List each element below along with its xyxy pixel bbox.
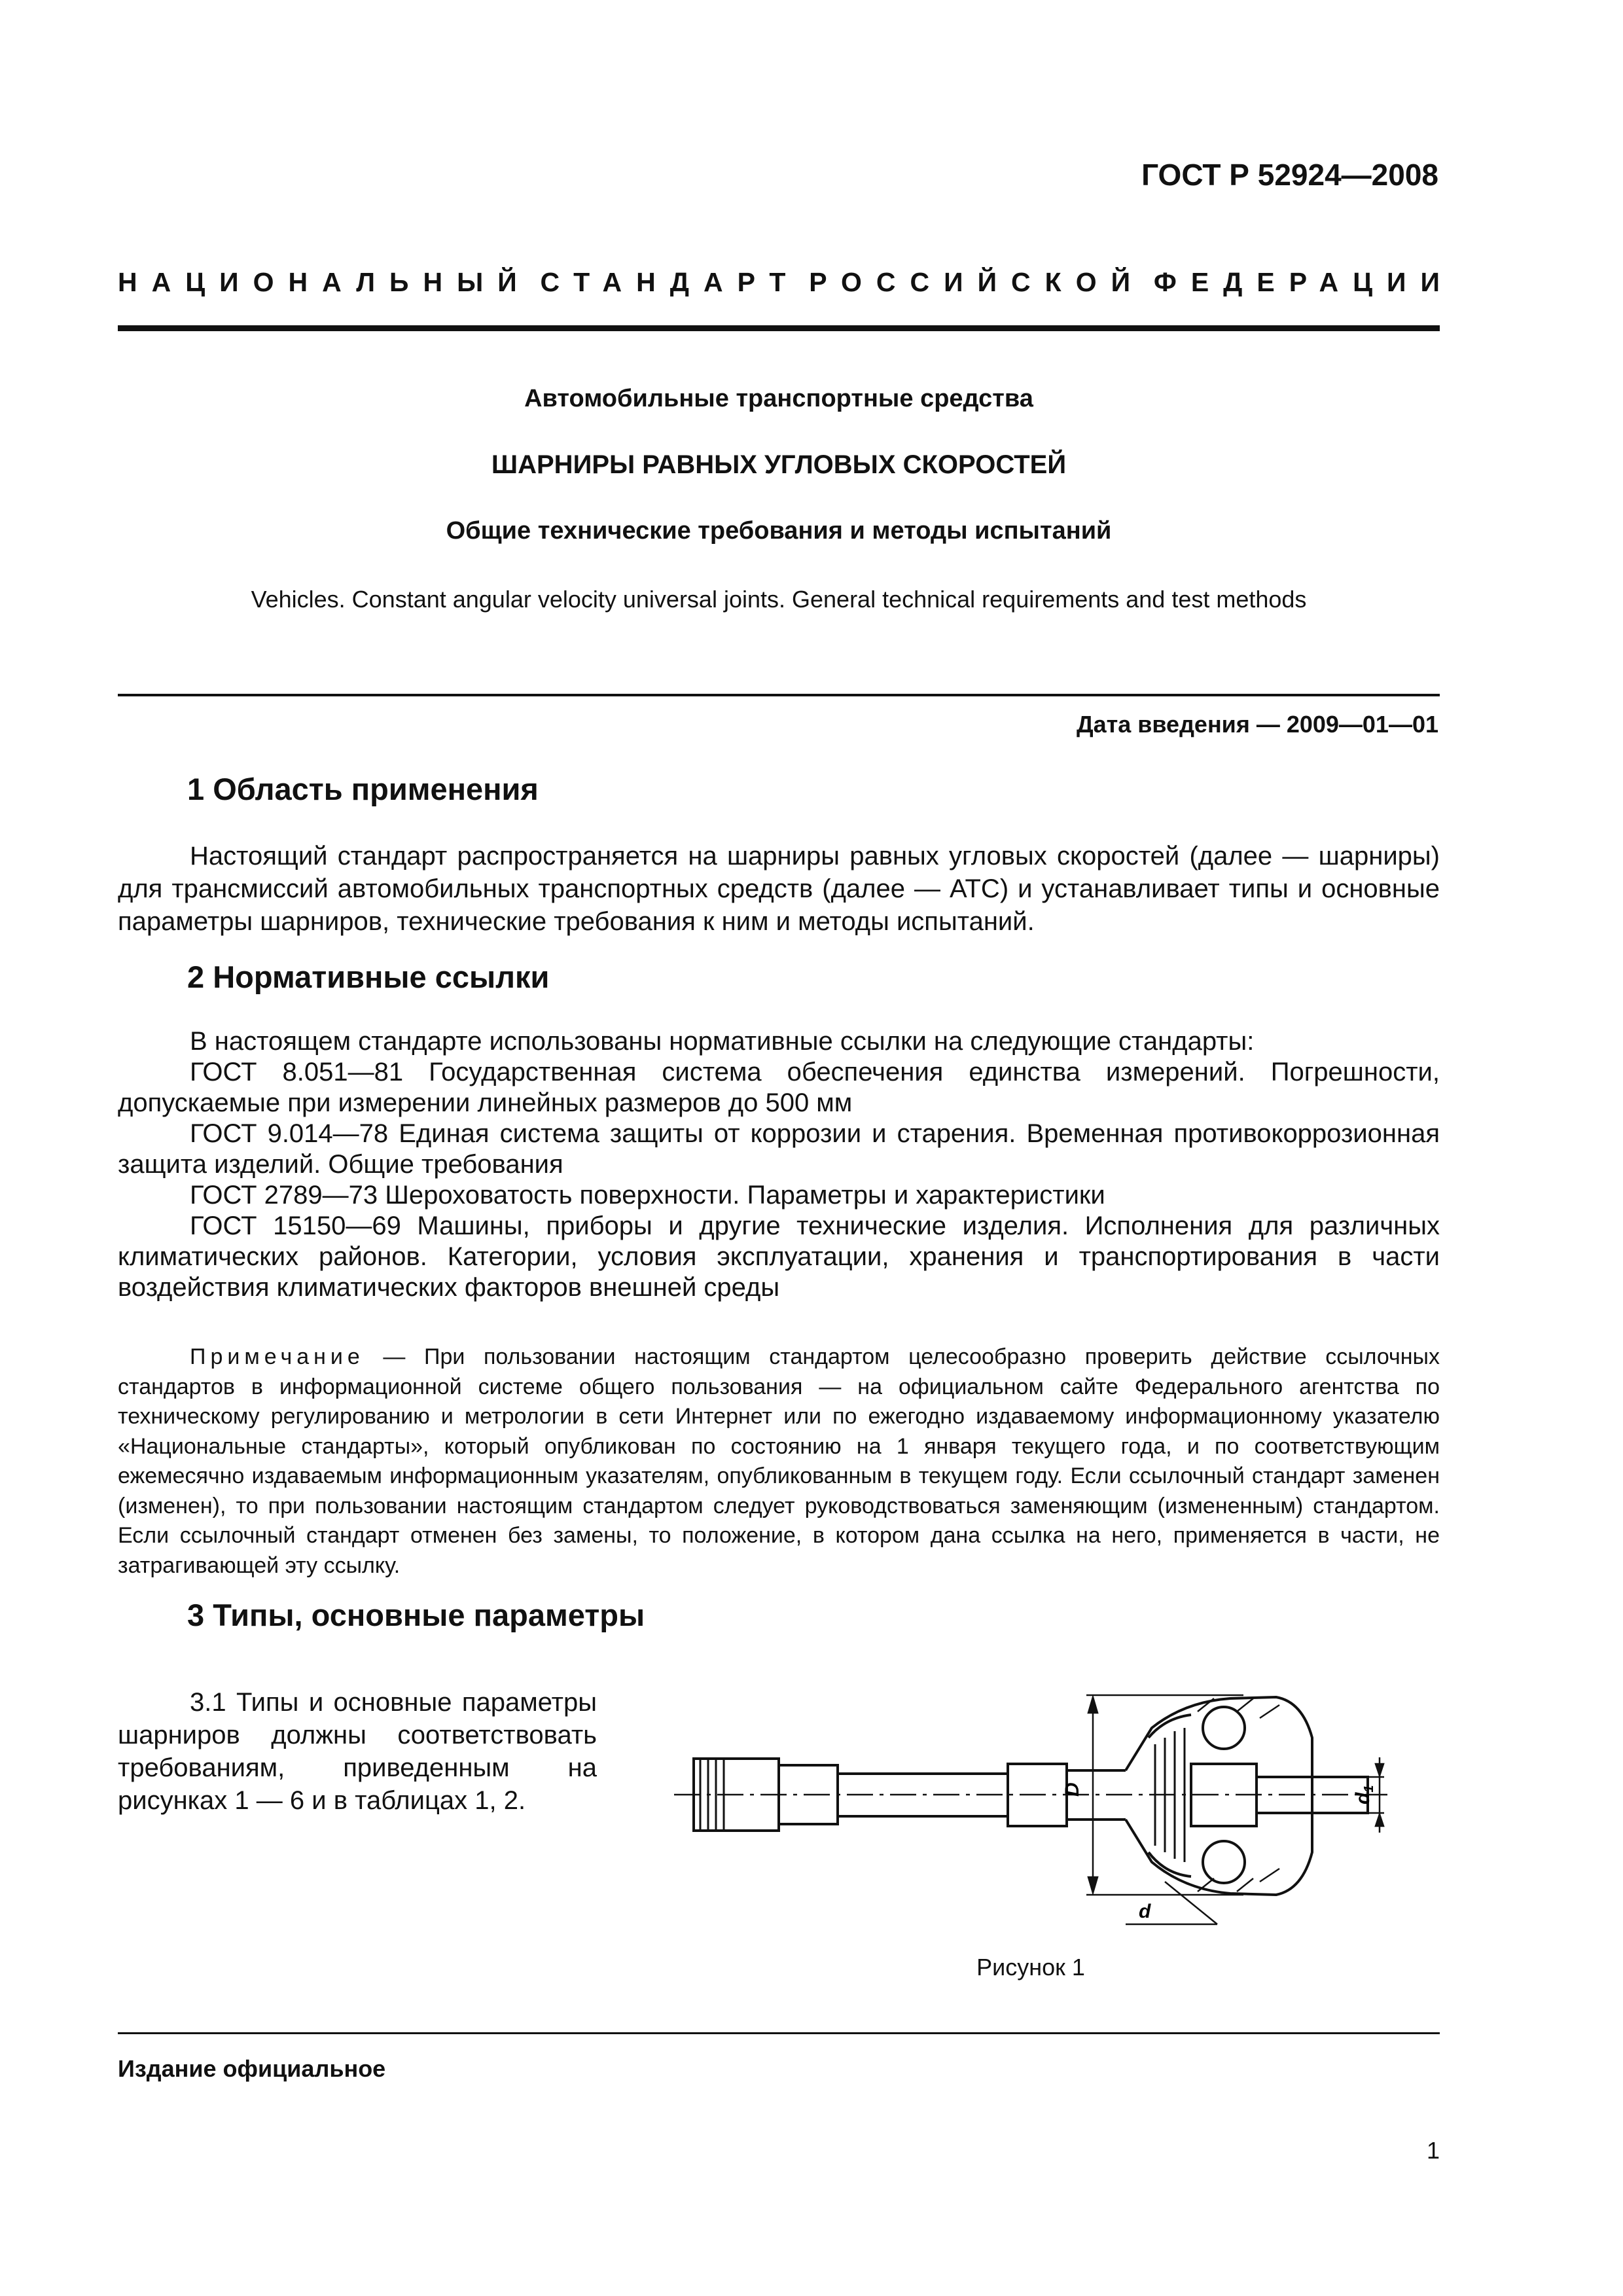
- label-D: D: [1061, 1782, 1083, 1797]
- list-item: ГОСТ 8.051—81 Государственная система обеспечения единства измерений. Погрешности, допускаемые при измерении линейных размеров до 500 мм: [118, 1058, 1440, 1117]
- joint-housing: [1126, 1697, 1312, 1895]
- standard-code: ГОСТ Р 52924—2008: [1141, 158, 1438, 192]
- section-1-heading: 1 Область применения: [187, 772, 539, 806]
- arrow: [1088, 1697, 1097, 1713]
- label-d1: [1352, 1785, 1376, 1804]
- section-2-heading: 2 Нормативные ссылки: [187, 960, 550, 994]
- title-divider: [118, 694, 1440, 696]
- list-item: ГОСТ 9.014—78 Единая система защиты от коррозии и старения. Временная противокоррозионная защита изделий. Общие требования: [118, 1119, 1440, 1179]
- list-item: ГОСТ 2789—73 Шероховатость поверхности. Параметры и характеристики: [190, 1181, 1105, 1210]
- note: [118, 1342, 1440, 1581]
- list-item: ГОСТ 15150—69 Машины, приборы и другие технические изделия. Исполнения для различных климатических районов. Категории, условия эксплуатации, хранения и транспортирования в части воздействия климатических факторов внешней среды: [118, 1211, 1440, 1302]
- normative-references-list: [118, 1026, 1440, 1303]
- banner-word: СТАНДАРТ: [540, 267, 800, 297]
- title-english: Vehicles. Constant angular velocity universal joints. General technical requirements and test methods: [251, 586, 1307, 613]
- list-item: В настоящем стандарте использованы нормативные ссылки на следующие стандарты:: [190, 1027, 1255, 1056]
- banner-word: РОССИЙСКОЙ: [809, 267, 1145, 297]
- section-3-text: 3.1 Типы и основные параметры шарниров должны соответствовать требованиям, приведенным на рисунках 1 — 6 и в таблицах 1, 2.: [118, 1688, 597, 1815]
- section-1-text: Настоящий стандарт распространяется на шарниры равных угловых скоростей (далее — шарниры) для трансмиссий автомобильных транспортных средств (далее — АТС) и устанавливает типы и основные параметры шарниров, технические требования к ним и методы испытаний.: [118, 842, 1440, 936]
- national-standard-banner: [118, 267, 1454, 298]
- label-d1-main: d: [1352, 1792, 1374, 1804]
- figure-caption: Рисунок 1: [976, 1954, 1085, 1981]
- title-line-1: Автомобильные транспортные средства: [524, 385, 1033, 412]
- footer-divider: [118, 2032, 1440, 2034]
- label-d: d: [1139, 1901, 1151, 1922]
- banner-word: НАЦИОНАЛЬНЫЙ: [118, 267, 531, 297]
- ball-top: [1203, 1707, 1245, 1749]
- banner-word: ФЕДЕРАЦИИ: [1153, 267, 1454, 297]
- page-number: 1: [1426, 2137, 1440, 2164]
- edition-label: Издание официальное: [118, 2055, 386, 2082]
- title-line-3: Общие технические требования и методы испытаний: [446, 517, 1112, 545]
- ball-bottom: [1203, 1841, 1245, 1883]
- header-divider: [118, 325, 1440, 331]
- leader-d: [1165, 1882, 1217, 1924]
- intro-date: Дата введения — 2009—01—01: [1076, 711, 1438, 738]
- note-label: Примечание: [190, 1344, 365, 1369]
- arrow: [1088, 1877, 1097, 1893]
- section-3-heading: 3 Типы, основные параметры: [187, 1598, 645, 1632]
- cv-joint-drawing: [668, 1666, 1394, 1941]
- note-text: — При пользовании настоящим стандартом целесообразно проверить действие ссылочных стандартов в информационной системе общего пользования — на официальном сайте Федерального агентства по техническому регулированию и метрологии в сети Интернет или по ежегодно издаваемому информационному указателю «Национальные стандарты», который опубликован по состоянию на 1 января текущего года, и по соответствующим ежемесячно издаваемым информационным указателям, опубликованным в текущем году. Если ссылочный стандарт заменен (изменен), то при пользовании настоящим стандартом следует руководствоваться заменяющим (измененным) стандартом. Если ссылочный стандарт отменен без замены, то положение, в котором дана ссылка на него, применяется в части, не затрагивающей эту ссылку.: [118, 1344, 1440, 1578]
- label-d1-sub: 1: [1362, 1785, 1376, 1793]
- title-line-2: ШАРНИРЫ РАВНЫХ УГЛОВЫХ СКОРОСТЕЙ: [491, 450, 1067, 479]
